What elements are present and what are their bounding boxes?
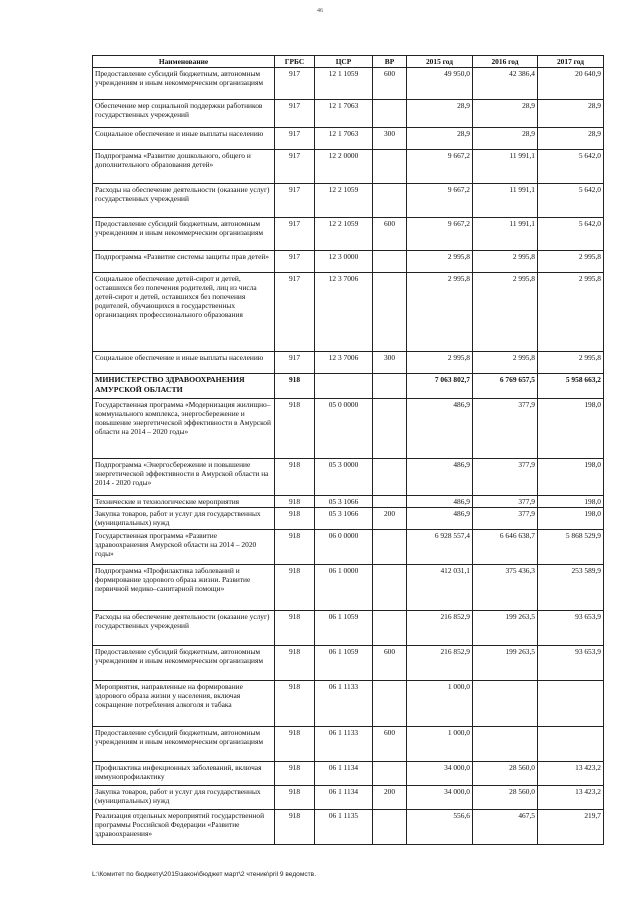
cell-2017 (538, 681, 604, 727)
cell-vr (373, 530, 407, 565)
cell-2017: 13 423,2 (538, 762, 604, 786)
cell-vr: 200 (373, 508, 407, 530)
cell-name: Реализация отдельных мероприятий государственной программы Российской Федерации «Развитие здравоохранения» (93, 810, 275, 845)
table-row (93, 762, 604, 786)
cell-2015: 1 000,0 (407, 681, 473, 727)
cell-2017: 198,0 (538, 459, 604, 496)
cell-2016: 377,9 (473, 459, 538, 496)
cell-2015: 28,9 (407, 128, 473, 150)
table-row (93, 530, 604, 565)
cell-csr: 12 2 1059 (315, 184, 373, 218)
cell-name: Закупка товаров, работ и услуг для государственных (муниципальных) нужд (93, 508, 275, 530)
cell-2015: 216 852,9 (407, 611, 473, 646)
cell-csr: 05 0 0000 (315, 399, 373, 459)
cell-2016: 6 646 638,7 (473, 530, 538, 565)
cell-vr (373, 150, 407, 184)
table-row (93, 459, 604, 496)
table-row (93, 68, 604, 100)
cell-2015: 412 031,1 (407, 565, 473, 611)
cell-2016: 199 263,5 (473, 611, 538, 646)
cell-2015: 486,9 (407, 496, 473, 508)
table-row (93, 184, 604, 218)
cell-name: Расходы на обеспечение деятельности (оказание услуг) государственных учреждений (93, 611, 275, 646)
header-grbs: ГРБС (275, 56, 315, 68)
cell-name: Социальное обеспечение и иные выплаты населению (93, 352, 275, 374)
cell-2015: 34 000,0 (407, 762, 473, 786)
cell-name: Предоставление субсидий бюджетным, автономным учреждениям и иным некоммерческим организациям (93, 727, 275, 762)
table-row (93, 786, 604, 810)
table-row (93, 496, 604, 508)
cell-vr: 300 (373, 352, 407, 374)
cell-2015: 486,9 (407, 508, 473, 530)
cell-csr: 12 1 7063 (315, 128, 373, 150)
cell-2016: 6 769 657,5 (473, 374, 538, 399)
cell-name: Государственная программа «Модернизация жилищно–коммунального комплекса, энергосбережение и повышение энергетической эффективности в Амурской области на 2014 – 2020 годы» (93, 399, 275, 459)
cell-grbs: 918 (275, 530, 315, 565)
cell-name: Технические и технологические мероприятия (93, 496, 275, 508)
cell-2015: 49 950,0 (407, 68, 473, 100)
cell-csr: 05 3 1066 (315, 496, 373, 508)
page-number: 46 (317, 8, 323, 14)
cell-csr: 06 0 0000 (315, 530, 373, 565)
cell-2017: 198,0 (538, 399, 604, 459)
cell-2017: 93 653,9 (538, 611, 604, 646)
cell-2017: 253 589,9 (538, 565, 604, 611)
cell-2015: 486,9 (407, 399, 473, 459)
cell-vr (373, 459, 407, 496)
cell-2017: 5 642,0 (538, 184, 604, 218)
table-row (93, 681, 604, 727)
cell-2015: 1 000,0 (407, 727, 473, 762)
cell-csr: 12 3 7006 (315, 273, 373, 352)
table-row (93, 810, 604, 845)
table-row (93, 611, 604, 646)
cell-2016: 42 386,4 (473, 68, 538, 100)
cell-2015: 486,9 (407, 459, 473, 496)
cell-vr: 600 (373, 218, 407, 251)
cell-csr: 06 1 1133 (315, 681, 373, 727)
cell-csr: 06 1 1059 (315, 611, 373, 646)
cell-vr (373, 611, 407, 646)
cell-name: Закупка товаров, работ и услуг для государственных (муниципальных) нужд (93, 786, 275, 810)
cell-csr: 12 3 7006 (315, 352, 373, 374)
cell-2017: 2 995,8 (538, 273, 604, 352)
cell-2017: 20 640,9 (538, 68, 604, 100)
cell-2016: 199 263,5 (473, 646, 538, 681)
table-row (93, 218, 604, 251)
cell-2015: 7 063 802,7 (407, 374, 473, 399)
cell-name: Социальное обеспечение детей-сирот и детей, оставшихся без попечения родителей, лиц из числа детей-сирот и детей, оставшихся без попечения родителей, обучающихся в государственных организациях профессионального образования (93, 273, 275, 352)
cell-name: Предоставление субсидий бюджетным, автономным учреждениям и иным некоммерческим организациям (93, 218, 275, 251)
cell-name: Подпрограмма «Энергосбережение и повышение энергетической эффективности в Амурской области на 2014 - 2020 годы» (93, 459, 275, 496)
cell-grbs: 918 (275, 727, 315, 762)
cell-csr: 12 3 0000 (315, 251, 373, 273)
table-header-row (93, 56, 604, 68)
cell-name: Подпрограмма «Профилактика заболеваний и формирование здорового образа жизни. Развитие первичной медико–санитарной помощи» (93, 565, 275, 611)
cell-grbs: 917 (275, 273, 315, 352)
cell-2016: 28 560,0 (473, 786, 538, 810)
cell-grbs: 918 (275, 459, 315, 496)
cell-2016: 377,9 (473, 399, 538, 459)
cell-grbs: 918 (275, 611, 315, 646)
cell-csr: 12 1 7063 (315, 100, 373, 128)
cell-grbs: 918 (275, 681, 315, 727)
cell-2015: 9 667,2 (407, 184, 473, 218)
table-row (93, 352, 604, 374)
cell-csr: 06 1 1059 (315, 646, 373, 681)
table-row (93, 251, 604, 273)
cell-2016: 375 436,3 (473, 565, 538, 611)
table-row (93, 273, 604, 352)
cell-name: Мероприятия, направленные на формирование здорового образа жизни у населения, включая сокращение потребления алкоголя и табака (93, 681, 275, 727)
cell-2017: 5 958 663,2 (538, 374, 604, 399)
cell-name: Предоставление субсидий бюджетным, автономным учреждениям и иным некоммерческим организациям (93, 646, 275, 681)
cell-vr (373, 810, 407, 845)
cell-2016: 467,5 (473, 810, 538, 845)
cell-name: Профилактика инфекционных заболеваний, включая иммунопрофилактику (93, 762, 275, 786)
cell-csr: 05 3 0000 (315, 459, 373, 496)
table-body (93, 68, 604, 845)
cell-2015: 556,6 (407, 810, 473, 845)
cell-csr: 05 3 1066 (315, 508, 373, 530)
header-2015: 2015 год (407, 56, 473, 68)
cell-grbs: 918 (275, 496, 315, 508)
cell-vr (373, 374, 407, 399)
cell-vr (373, 273, 407, 352)
cell-vr (373, 399, 407, 459)
cell-2017: 219,7 (538, 810, 604, 845)
cell-vr (373, 100, 407, 128)
cell-name: Подпрограмма «Развитие системы защиты прав детей» (93, 251, 275, 273)
cell-grbs: 918 (275, 565, 315, 611)
cell-csr: 12 1 1059 (315, 68, 373, 100)
cell-vr (373, 251, 407, 273)
cell-grbs: 917 (275, 251, 315, 273)
table-row (93, 128, 604, 150)
header-csr: ЦСР (315, 56, 373, 68)
header-2017: 2017 год (538, 56, 604, 68)
cell-vr (373, 496, 407, 508)
table-row (93, 150, 604, 184)
cell-2015: 2 995,8 (407, 273, 473, 352)
cell-grbs: 917 (275, 218, 315, 251)
cell-grbs: 917 (275, 128, 315, 150)
cell-2017: 198,0 (538, 496, 604, 508)
cell-name: Обеспечение мер социальной поддержки работников государственных учреждений (93, 100, 275, 128)
cell-2016: 11 991,1 (473, 150, 538, 184)
cell-2017: 93 653,9 (538, 646, 604, 681)
cell-vr: 600 (373, 646, 407, 681)
cell-2017: 2 995,8 (538, 352, 604, 374)
cell-2017: 28,9 (538, 100, 604, 128)
table-row (93, 399, 604, 459)
header-name: Наименование (93, 56, 275, 68)
cell-name: Предоставление субсидий бюджетным, автономным учреждениям и иным некоммерческим организациям (93, 68, 275, 100)
cell-2016: 28,9 (473, 100, 538, 128)
cell-csr: 06 1 0000 (315, 565, 373, 611)
cell-vr: 300 (373, 128, 407, 150)
cell-2015: 34 000,0 (407, 786, 473, 810)
cell-2016: 11 991,1 (473, 184, 538, 218)
table-row (93, 727, 604, 762)
cell-2016 (473, 681, 538, 727)
cell-grbs: 918 (275, 508, 315, 530)
cell-grbs: 918 (275, 810, 315, 845)
cell-2016: 2 995,8 (473, 352, 538, 374)
cell-grbs: 917 (275, 184, 315, 218)
budget-table (92, 55, 604, 845)
cell-2016: 28,9 (473, 128, 538, 150)
cell-grbs: 918 (275, 399, 315, 459)
cell-csr: 12 2 1059 (315, 218, 373, 251)
cell-vr: 600 (373, 727, 407, 762)
cell-name: Подпрограмма «Развитие дошкольного, общего и дополнительного образования детей» (93, 150, 275, 184)
cell-2015: 2 995,8 (407, 352, 473, 374)
cell-csr: 06 1 1134 (315, 786, 373, 810)
cell-2016: 2 995,8 (473, 273, 538, 352)
cell-2015: 9 667,2 (407, 150, 473, 184)
table-row (93, 508, 604, 530)
cell-2016: 28 560,0 (473, 762, 538, 786)
cell-2017: 2 995,8 (538, 251, 604, 273)
header-2016: 2016 год (473, 56, 538, 68)
cell-2017: 5 868 529,9 (538, 530, 604, 565)
cell-2017: 5 642,0 (538, 150, 604, 184)
table-row (93, 100, 604, 128)
cell-vr: 200 (373, 786, 407, 810)
table-row (93, 565, 604, 611)
cell-vr (373, 681, 407, 727)
cell-grbs: 917 (275, 352, 315, 374)
cell-vr: 600 (373, 68, 407, 100)
cell-2015: 2 995,8 (407, 251, 473, 273)
cell-csr: 06 1 1134 (315, 762, 373, 786)
cell-grbs: 917 (275, 150, 315, 184)
cell-grbs: 918 (275, 646, 315, 681)
cell-2016: 11 991,1 (473, 218, 538, 251)
cell-grbs: 918 (275, 762, 315, 786)
cell-2016: 377,9 (473, 496, 538, 508)
cell-2015: 216 852,9 (407, 646, 473, 681)
header-vr: ВР (373, 56, 407, 68)
cell-grbs: 917 (275, 68, 315, 100)
cell-name: Государственная программа «Развитие здравоохранения Амурской области на 2014 – 2020 годы» (93, 530, 275, 565)
cell-2015: 28,9 (407, 100, 473, 128)
table-row (93, 646, 604, 681)
footer-file-path: L:\Комитет по бюджету\2015\закон\бюджет март\2 чтение\pril 9 ведомств. (92, 871, 317, 878)
cell-csr: 06 1 1135 (315, 810, 373, 845)
cell-vr (373, 762, 407, 786)
cell-2017 (538, 727, 604, 762)
cell-csr (315, 374, 373, 399)
table-row (93, 374, 604, 399)
cell-2017: 5 642,0 (538, 218, 604, 251)
cell-2017: 198,0 (538, 508, 604, 530)
cell-name: Социальное обеспечение и иные выплаты населению (93, 128, 275, 150)
cell-name: Расходы на обеспечение деятельности (оказание услуг) государственных учреждений (93, 184, 275, 218)
cell-grbs: 918 (275, 786, 315, 810)
cell-2016: 2 995,8 (473, 251, 538, 273)
cell-vr (373, 184, 407, 218)
cell-vr (373, 565, 407, 611)
cell-grbs: 917 (275, 100, 315, 128)
cell-2016 (473, 727, 538, 762)
cell-2015: 6 928 557,4 (407, 530, 473, 565)
cell-2017: 28,9 (538, 128, 604, 150)
cell-2017: 13 423,2 (538, 786, 604, 810)
cell-csr: 12 2 0000 (315, 150, 373, 184)
cell-grbs: 918 (275, 374, 315, 399)
cell-name: МИНИСТЕРСТВО ЗДРАВООХРАНЕНИЯ АМУРСКОЙ ОБЛАСТИ (93, 374, 275, 399)
cell-2016: 377,9 (473, 508, 538, 530)
cell-2015: 9 667,2 (407, 218, 473, 251)
cell-csr: 06 1 1133 (315, 727, 373, 762)
